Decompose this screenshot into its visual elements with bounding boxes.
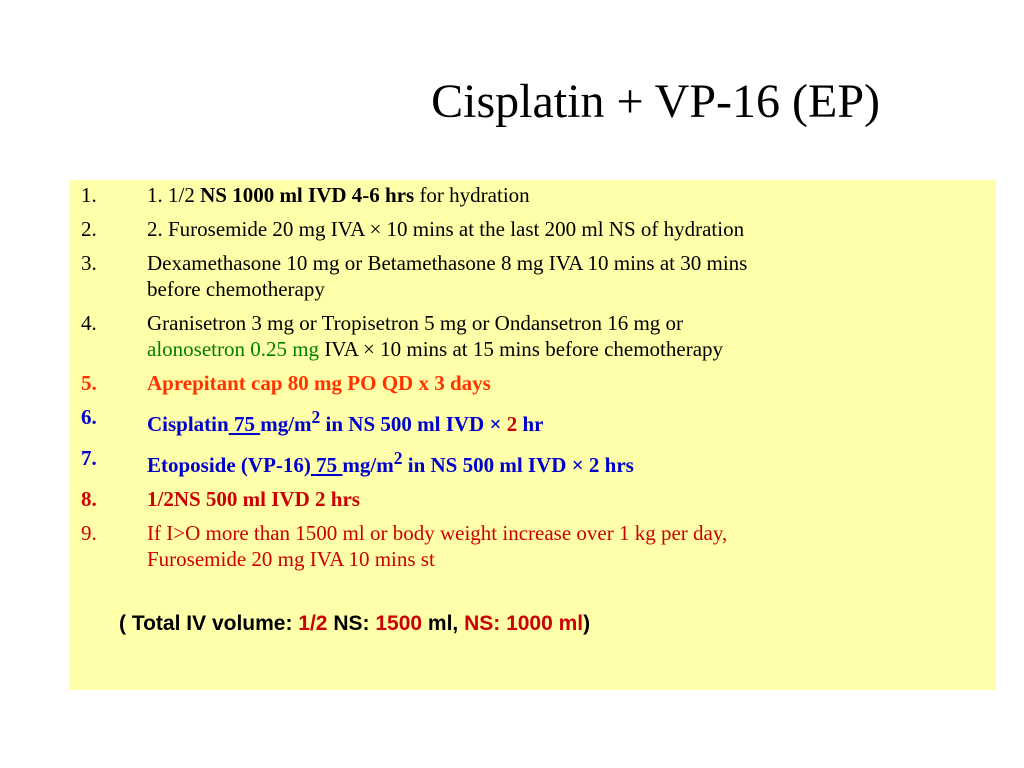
content-panel (69, 180, 996, 690)
item-number: 8. (81, 487, 97, 511)
item-number: 6. (81, 405, 97, 429)
item-text: in NS 500 ml IVD × 2 hrs (402, 453, 634, 477)
item-text: Granisetron 3 mg or Tropisetron 5 mg or Ondansetron 16 mg or (147, 311, 684, 335)
item-text: Cisplatin (147, 412, 229, 436)
item-number: 9. (81, 521, 97, 545)
item-text: Furosemide 20 mg IVA 10 mins st (147, 547, 435, 571)
item-text-underlined: 75 (228, 412, 261, 436)
item-text: 2. Furosemide 20 mg IVA × 10 mins at the last 200 ml NS of hydration (147, 217, 745, 241)
item-text: If I>O more than 1500 ml or body weight increase over 1 kg per day, (147, 521, 728, 545)
item-text-green: alonosetron 0.25 mg (147, 337, 320, 361)
list-item-4 (81, 310, 996, 362)
item-text-underlined: 75 (310, 453, 343, 477)
item-text: before chemotherapy (147, 277, 325, 301)
total-label: ( Total IV volume: (119, 612, 299, 635)
item-text: mg/m (260, 412, 312, 436)
item-text: Etoposide (VP-16) (147, 453, 311, 477)
total-1500: 1500 (375, 612, 423, 635)
superscript: 2 (311, 407, 321, 427)
item-text: Dexamethasone 10 mg or Betamethasone 8 mg IVA 10 mins at 30 mins (147, 251, 748, 275)
total-iv-volume (119, 612, 590, 636)
item-number: 5. (81, 371, 97, 395)
list-item-9 (81, 520, 996, 572)
protocol-list (81, 182, 996, 572)
list-item-6 (81, 404, 996, 437)
item-text: IVA × 10 mins at 15 mins before chemotherapy (319, 337, 724, 361)
total-ns-1000: NS: 1000 ml (464, 612, 584, 635)
item-number: 1. (81, 183, 97, 207)
item-text-bold: NS 1000 ml IVD 4-6 hrs (200, 183, 415, 207)
list-item-2 (81, 216, 996, 242)
item-text: for hydration (414, 183, 530, 207)
list-item-5 (81, 370, 996, 396)
slide-title: Cisplatin + VP-16 (EP) (431, 75, 880, 128)
item-text: 1/2NS 500 ml IVD 2 hrs (147, 487, 360, 511)
total-half: 1/2 (298, 612, 328, 635)
total-close: ) (583, 612, 591, 635)
superscript: 2 (393, 448, 403, 468)
total-ns-label: NS: (327, 612, 376, 635)
list-item-3 (81, 250, 996, 302)
list-item-7 (81, 445, 996, 478)
item-text: 1. 1/2 (147, 183, 201, 207)
item-number: 7. (81, 446, 97, 470)
item-number: 4. (81, 311, 97, 335)
list-item-8 (81, 486, 996, 512)
item-number: 2. (81, 217, 97, 241)
item-number: 3. (81, 251, 97, 275)
list-item-1 (81, 182, 996, 208)
item-text: hr (517, 412, 544, 436)
item-text: in NS 500 ml IVD × (320, 412, 507, 436)
total-ml: ml, (422, 612, 465, 635)
item-text: Aprepitant cap 80 mg PO QD x 3 days (147, 371, 491, 395)
item-text-red: 2 (506, 412, 518, 436)
item-text: mg/m (342, 453, 394, 477)
